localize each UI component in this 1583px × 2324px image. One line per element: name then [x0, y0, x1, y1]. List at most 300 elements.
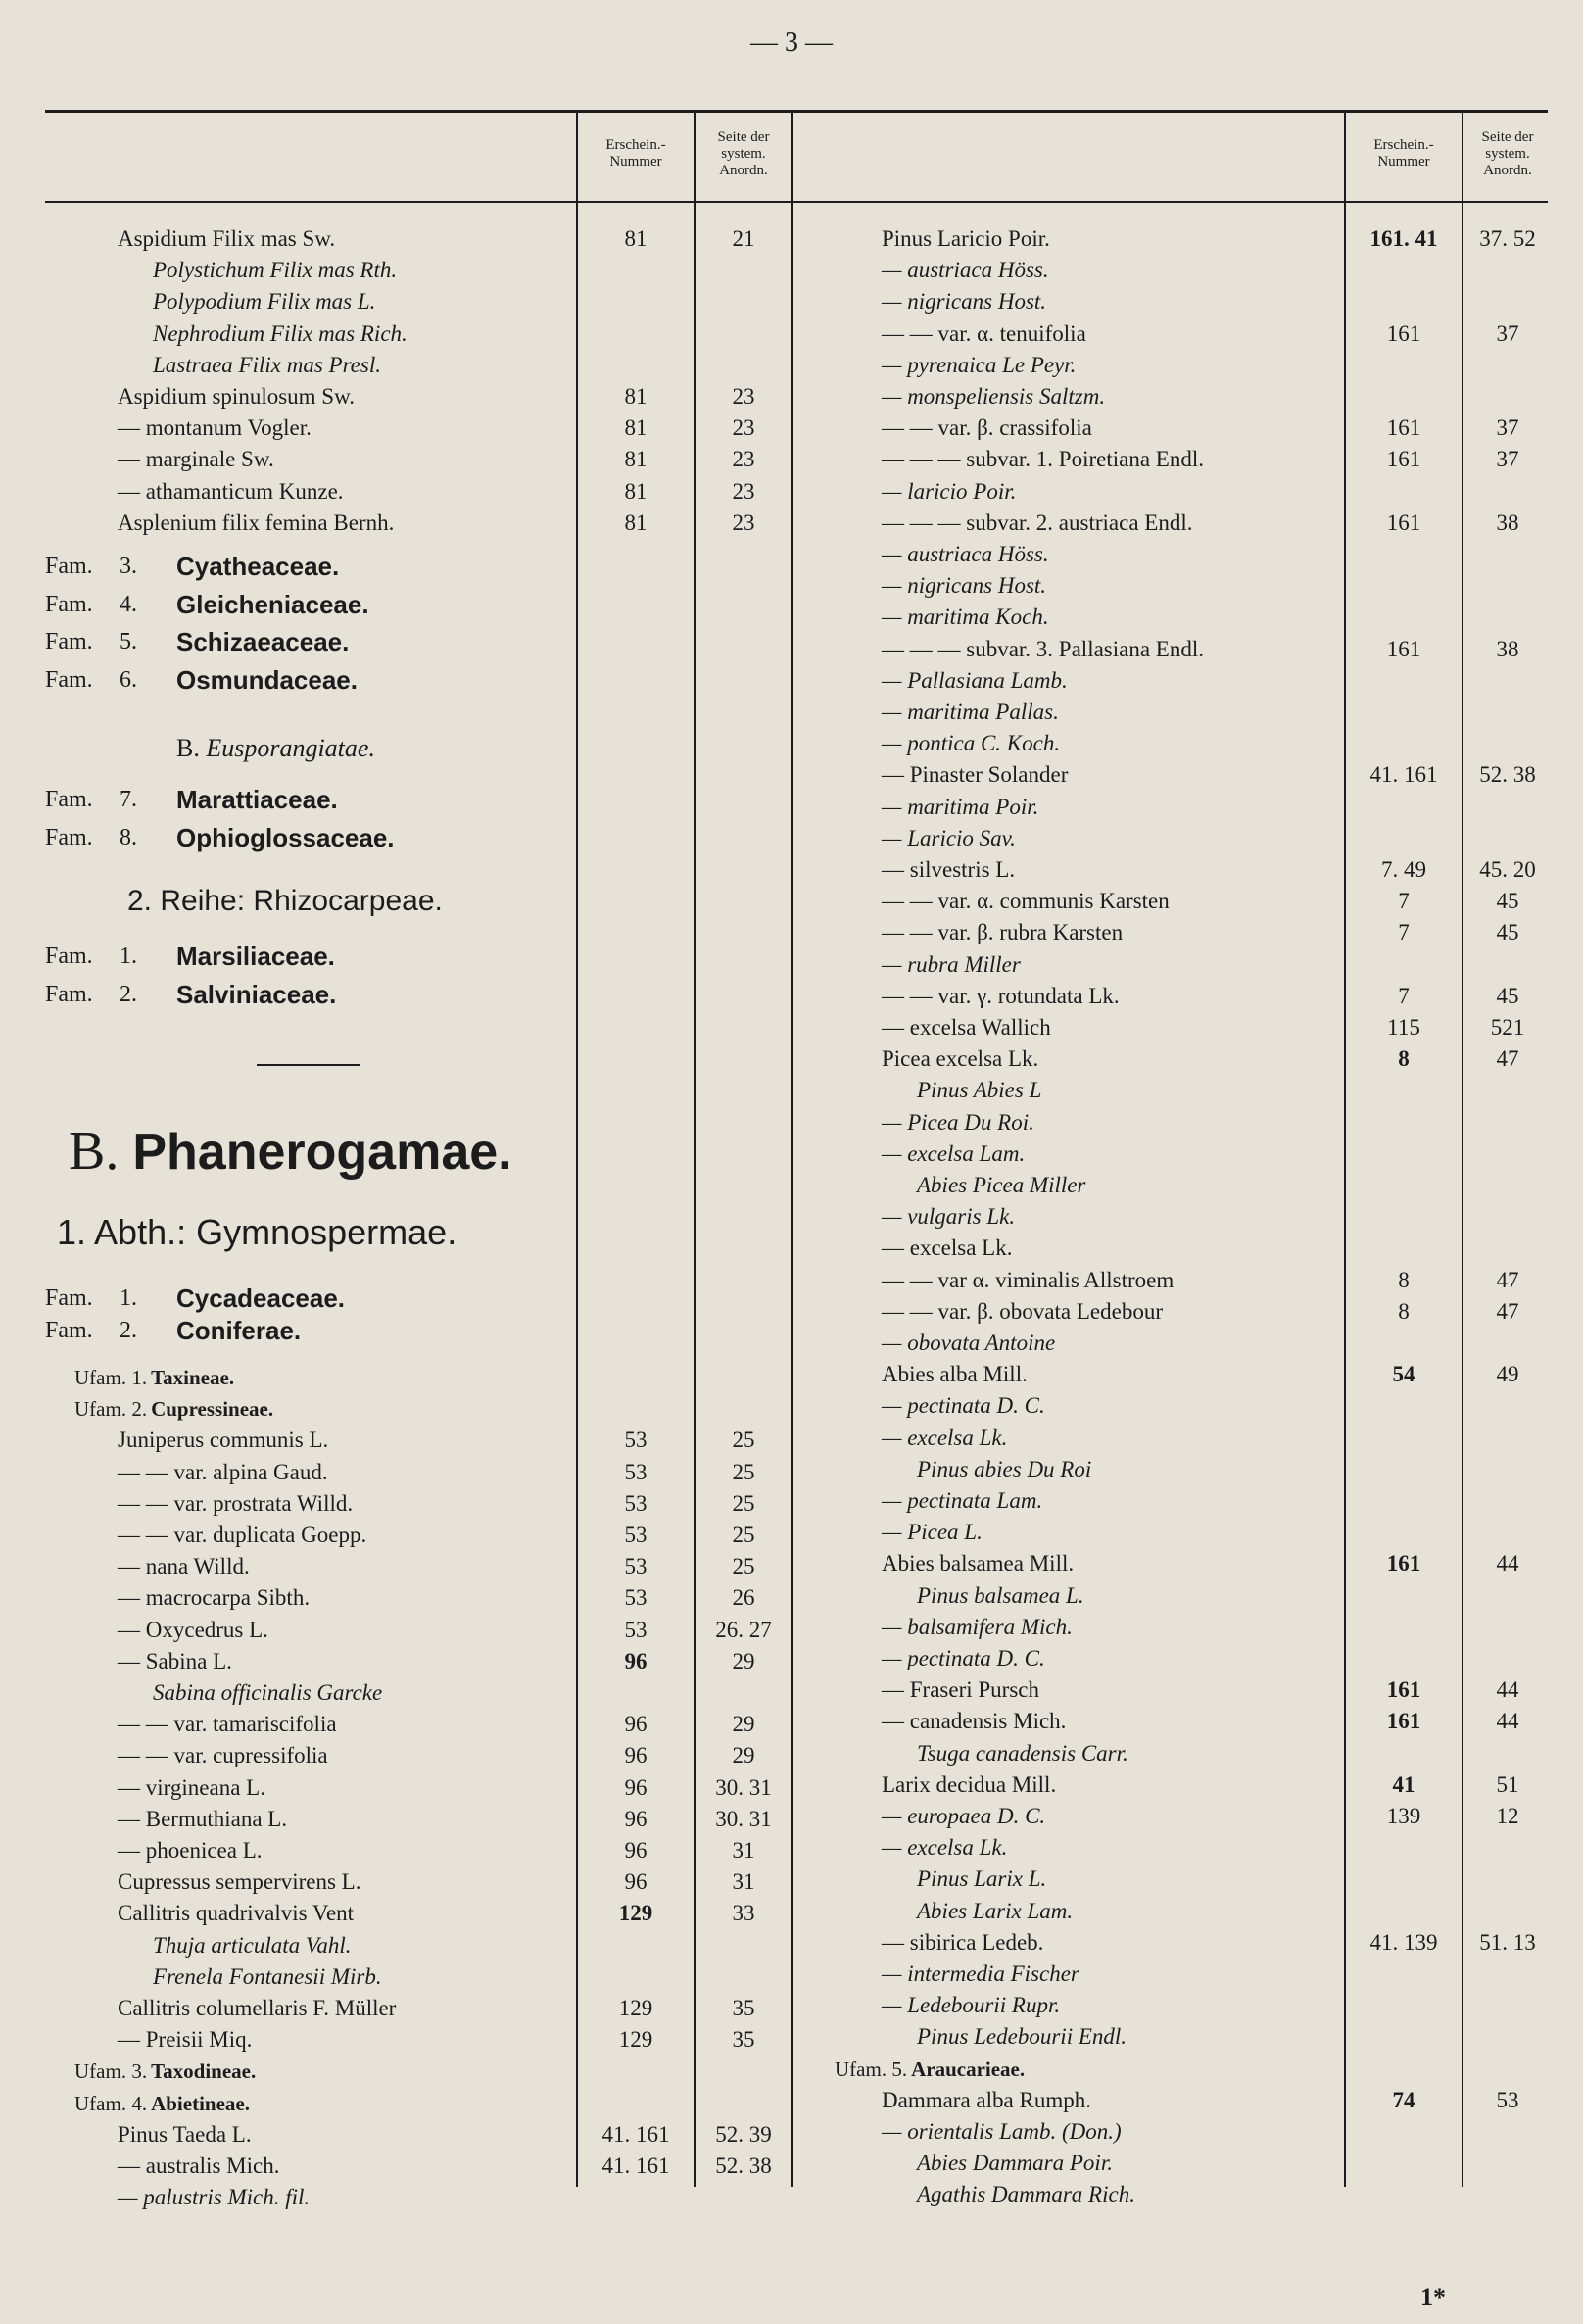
- seite-number: 35: [732, 1996, 755, 2020]
- erschein-number: 53: [624, 1523, 648, 1547]
- seite-number: 521: [1490, 1015, 1525, 1040]
- erschein-number: 74: [1392, 2087, 1415, 2112]
- seite-number: 47: [1496, 1046, 1519, 1072]
- species-name: Cupressus sempervirens L.: [118, 1869, 361, 1895]
- seite-number: 23: [732, 447, 755, 472]
- erschein-number: 129: [618, 1901, 653, 1926]
- entry-row: [118, 1488, 353, 1520]
- fam-number: 1.: [120, 1285, 137, 1311]
- erschein-number: 41: [1392, 1771, 1415, 1797]
- species-name: Aspidium spinulosum Sw.: [118, 384, 355, 409]
- entry-row: [882, 981, 1120, 1012]
- species-name: — Oxycedrus L.: [118, 1617, 268, 1642]
- entry-row: [118, 2151, 279, 2182]
- species-name: — athamanticum Kunze.: [118, 478, 344, 504]
- species-name: Pinus Laricio Poir.: [882, 226, 1050, 251]
- entry-row: [917, 1075, 1041, 1106]
- species-name: Juniperus communis L.: [118, 1428, 329, 1453]
- species-name: Polystichum Filix mas Rth.: [153, 258, 398, 283]
- species-name: — excelsa Wallich: [882, 1015, 1051, 1040]
- species-name: — excelsa Lam.: [882, 1140, 1026, 1166]
- erschein-number: 161. 41: [1369, 226, 1438, 251]
- species-name: Polypodium Filix mas L.: [153, 289, 376, 315]
- seite-number: 23: [732, 384, 755, 409]
- erschein-number: 53: [624, 1459, 648, 1484]
- seite-number: 51. 13: [1479, 1929, 1536, 1955]
- fam-number: 5.: [120, 629, 137, 654]
- entry-row: [882, 1517, 983, 1548]
- entry-row: [882, 318, 1086, 350]
- erschein-number: 96: [624, 1838, 648, 1863]
- subfamily-label: Ufam. 2.: [74, 1397, 148, 1422]
- species-name: — — var. β. rubra Karsten: [882, 920, 1124, 945]
- erschein-number: 7. 49: [1381, 857, 1426, 882]
- species-name: Agathis Dammara Rich.: [917, 2182, 1135, 2207]
- entry-row: [882, 2085, 1091, 2116]
- subfamily-name: Cupressineae.: [151, 1397, 274, 1422]
- species-name: — excelsa Lk.: [882, 1235, 1013, 1261]
- entry-row: [118, 508, 394, 539]
- entry-row: [917, 2179, 1135, 2210]
- species-name: — — var. duplicata Goepp.: [118, 1523, 367, 1547]
- entry-row: [882, 1138, 1025, 1170]
- erschein-number: 41. 161: [1369, 762, 1438, 788]
- fam-name: Schizaeaceae.: [176, 627, 350, 656]
- species-name: — Bermuthiana L.: [118, 1806, 288, 1831]
- seite-number: 30. 31: [715, 1806, 772, 1831]
- entry-row: [882, 949, 1021, 981]
- species-name: — maritima Koch.: [882, 605, 1049, 630]
- fam-name: Coniferae.: [176, 1316, 302, 1345]
- seite-number: 26. 27: [715, 1617, 772, 1642]
- entry-row: [882, 1201, 1015, 1233]
- entry-row: [118, 1772, 265, 1804]
- seite-number: 25: [732, 1459, 755, 1484]
- entry-row: [882, 570, 1046, 602]
- entry-row: [882, 444, 1204, 475]
- entry-row: [882, 602, 1049, 633]
- fam-name: Marattiaceae.: [176, 785, 338, 814]
- header-seite-right: Seite der system. Anordn.: [1481, 129, 1534, 178]
- fam-label: Fam.: [45, 554, 93, 579]
- erschein-number: 161: [1386, 509, 1421, 535]
- entry-row: [153, 350, 381, 381]
- entry-row: [118, 223, 335, 255]
- entry-row: [118, 2182, 310, 2213]
- erschein-number: 161: [1386, 1551, 1421, 1576]
- section-separator: [257, 1064, 360, 1066]
- erschein-number: 53: [624, 1617, 648, 1642]
- entry-row: [882, 823, 1016, 854]
- species-name: Abies balsamea Mill.: [882, 1551, 1075, 1576]
- species-name: — — var. γ. rotundata Lk.: [882, 983, 1120, 1008]
- species-name: — — var. alpina Gaud.: [118, 1459, 328, 1484]
- fam-name: Salviniaceae.: [176, 979, 337, 1009]
- species-name: — palustris Mich. fil.: [118, 2185, 311, 2210]
- entry-row: [882, 634, 1204, 665]
- entry-row: [118, 381, 355, 412]
- erschein-number: 81: [624, 384, 648, 409]
- species-name: Abies Larix Lam.: [917, 1898, 1074, 1923]
- species-name: — silvestris L.: [882, 857, 1016, 882]
- erschein-number: 53: [624, 1554, 648, 1579]
- seite-number: 45. 20: [1479, 857, 1536, 882]
- species-name: Callitris quadrivalvis Vent: [118, 1901, 355, 1926]
- seite-number: 25: [732, 1428, 755, 1453]
- fam-label: Fam.: [45, 824, 93, 850]
- fam-name: Ophioglossaceae.: [176, 822, 395, 852]
- entry-row: [882, 2116, 1122, 2148]
- species-name: — pyrenaica Le Peyr.: [882, 352, 1077, 377]
- erschein-number: 115: [1387, 1015, 1420, 1040]
- species-name: — Fraseri Pursch: [882, 1677, 1039, 1703]
- species-name: Tsuga canadensis Carr.: [917, 1740, 1128, 1766]
- fam-number: 1.: [120, 944, 137, 969]
- seite-number: 49: [1496, 1362, 1519, 1387]
- species-name: Callitris columellaris F. Müller: [118, 1996, 397, 2020]
- entry-row: [882, 508, 1192, 539]
- entry-row: [882, 1233, 1012, 1264]
- erschein-number: 81: [624, 415, 648, 441]
- entry-row: [882, 1990, 1060, 2021]
- subfamily-name: Taxineae.: [151, 1366, 235, 1389]
- species-name: Thuja articulata Vahl.: [153, 1932, 352, 1958]
- seite-number: 45: [1496, 983, 1519, 1008]
- species-name: Lastraea Filix mas Presl.: [153, 352, 381, 377]
- species-name: Abies Picea Miller: [917, 1173, 1086, 1197]
- entry-row: [882, 1801, 1045, 1832]
- fam-label: Fam.: [45, 629, 93, 654]
- fam-label: Fam.: [45, 1318, 93, 1343]
- entry-row: [118, 1993, 396, 2024]
- signature-mark: 1*: [1420, 2283, 1446, 2311]
- entry-row: [882, 1296, 1163, 1328]
- species-name: — — var. β. crassifolia: [882, 415, 1092, 441]
- species-name: — Laricio Sav.: [882, 825, 1016, 850]
- eusporangiatae-heading: B. Eusporangiatae.: [176, 734, 375, 762]
- entry-row: [917, 1580, 1084, 1612]
- entry-row: [118, 1582, 310, 1614]
- species-name: — pectinata Lam.: [882, 1488, 1043, 1513]
- species-name: — balsamifera Mich.: [882, 1614, 1073, 1639]
- entry-row: [118, 1866, 361, 1898]
- species-name: — sibirica Ledeb.: [882, 1929, 1044, 1955]
- entry-row: [882, 1706, 1066, 1737]
- entry-row: [882, 728, 1060, 759]
- entry-row: [882, 286, 1046, 317]
- species-name: — maritima Poir.: [882, 794, 1039, 819]
- entry-row: [882, 792, 1038, 823]
- entry-row: [917, 1864, 1046, 1895]
- seite-number: 37: [1496, 320, 1519, 346]
- col-divider-center: [792, 110, 793, 2187]
- erschein-number: 81: [624, 478, 648, 504]
- entry-row: [882, 759, 1068, 791]
- species-name: — — — subvar. 2. austriaca Endl.: [882, 509, 1193, 535]
- species-name: — — var. α. tenuifolia: [882, 320, 1086, 346]
- species-name: — — var. prostrata Willd.: [118, 1490, 354, 1516]
- top-rule: [45, 110, 1548, 113]
- entry-row: [882, 1674, 1039, 1706]
- seite-number: 29: [732, 1743, 755, 1768]
- entry-row: [74, 2056, 256, 2087]
- fam-number: 2.: [120, 1318, 137, 1343]
- header-erschein-right: Erschein.- Nummer: [1373, 137, 1434, 169]
- entry-row: [118, 1804, 287, 1835]
- entry-row: [118, 2024, 252, 2056]
- entry-row: [917, 1738, 1128, 1769]
- subfamily-name: Taxodineae.: [151, 2059, 257, 2084]
- seite-number: 26: [732, 1585, 755, 1611]
- entry-row: [118, 2119, 252, 2151]
- entry-row: [917, 2021, 1127, 2053]
- entry-row: [882, 539, 1049, 570]
- erschein-number: 81: [624, 509, 648, 535]
- entry-row: [882, 917, 1123, 948]
- entry-row: [118, 1709, 337, 1740]
- species-name: — orientalis Lamb. (Don.): [882, 2119, 1122, 2144]
- entry-row: [153, 255, 397, 286]
- fam-label: Fam.: [45, 666, 93, 693]
- seite-number: 37. 52: [1479, 226, 1536, 251]
- species-name: Nephrodium Filix mas Rich.: [153, 320, 408, 346]
- seite-number: 25: [732, 1554, 755, 1579]
- fam-name: Cyatheaceae.: [176, 552, 340, 581]
- seite-number: 45: [1496, 889, 1519, 914]
- erschein-number: 161: [1386, 636, 1421, 661]
- species-name: Abies Dammara Poir.: [917, 2151, 1113, 2176]
- species-name: — — var. tamariscifolia: [118, 1712, 337, 1737]
- fam-number: 7.: [120, 787, 137, 812]
- species-name: — Picea L.: [882, 1520, 983, 1545]
- entry-row: [118, 1646, 232, 1677]
- species-name: — pectinata D. C.: [882, 1646, 1045, 1670]
- erschein-number: 54: [1392, 1362, 1415, 1387]
- entry-row: [917, 1454, 1091, 1485]
- erschein-number: 161: [1386, 320, 1421, 346]
- species-name: — pontica C. Koch.: [882, 731, 1061, 756]
- entry-row: [882, 1012, 1051, 1043]
- erschein-number: 41. 161: [601, 2121, 670, 2147]
- fam-name: Cycadeaceae.: [176, 1283, 346, 1313]
- entry-row: [882, 1423, 1007, 1454]
- entry-row: [153, 1677, 382, 1709]
- species-name: Aspidium Filix mas Sw.: [118, 226, 336, 251]
- erschein-number: 161: [1386, 1709, 1421, 1734]
- species-name: — canadensis Mich.: [882, 1709, 1067, 1734]
- erschein-number: 8: [1398, 1046, 1410, 1072]
- species-name: — Pinaster Solander: [882, 762, 1069, 788]
- entry-row: [153, 318, 408, 350]
- entry-row: [917, 2148, 1113, 2179]
- subfamily-label: Ufam. 3.: [74, 2059, 148, 2084]
- header-seite-left: Seite der system. Anordn.: [717, 129, 770, 178]
- entry-row: [882, 1485, 1042, 1517]
- species-name: — europaea D. C.: [882, 1804, 1046, 1828]
- erschein-number: 7: [1398, 983, 1410, 1008]
- species-name: — — var. α. communis Karsten: [882, 889, 1170, 914]
- entry-row: [882, 476, 1016, 508]
- entry-row: [118, 1425, 328, 1456]
- entry-row: [882, 1959, 1079, 1990]
- seite-number: 47: [1496, 1267, 1519, 1292]
- erschein-number: 96: [624, 1774, 648, 1800]
- entry-row: [882, 255, 1049, 286]
- seite-number: 31: [732, 1838, 755, 1863]
- species-name: — rubra Miller: [882, 951, 1021, 977]
- species-name: — nigricans Host.: [882, 573, 1047, 599]
- erschein-number: 96: [624, 1648, 648, 1673]
- species-name: — nigricans Host.: [882, 289, 1047, 315]
- species-name: — — — subvar. 1. Poiretiana Endl.: [882, 447, 1204, 472]
- reihe-heading: 2. Reihe: Rhizocarpeae.: [127, 885, 443, 917]
- seite-number: 29: [732, 1712, 755, 1737]
- entry-row: [882, 1769, 1056, 1801]
- species-name: — — var α. viminalis Allstroem: [882, 1267, 1175, 1292]
- species-name: — Sabina L.: [118, 1648, 232, 1673]
- erschein-number: 7: [1398, 889, 1410, 914]
- entry-row: [835, 2054, 1025, 2085]
- seite-number: 25: [732, 1523, 755, 1547]
- seite-number: 23: [732, 415, 755, 441]
- entry-row: [882, 412, 1092, 444]
- abth-heading: 1. Abth.: Gymnospermae.: [57, 1212, 457, 1252]
- page-number: — 3 —: [750, 27, 833, 58]
- entry-row: [882, 223, 1050, 255]
- erschein-number: 96: [624, 1806, 648, 1831]
- entry-row: [882, 1359, 1028, 1390]
- seite-number: 52. 38: [1479, 762, 1536, 788]
- species-name: — — — subvar. 3. Pallasiana Endl.: [882, 636, 1204, 661]
- fam-number: 2.: [120, 981, 137, 1007]
- entry-row: [882, 1612, 1073, 1643]
- species-name: — montanum Vogler.: [118, 415, 312, 441]
- fam-number: 6.: [120, 666, 137, 693]
- fam-label: Fam.: [45, 787, 93, 812]
- entry-row: [882, 1927, 1043, 1959]
- entry-row: [153, 1961, 382, 1993]
- species-name: — — var. β. obovata Ledebour: [882, 1298, 1163, 1324]
- species-name: — vulgaris Lk.: [882, 1204, 1016, 1230]
- fam-label: Fam.: [45, 981, 93, 1007]
- entry-row: [882, 886, 1170, 917]
- species-name: — macrocarpa Sibth.: [118, 1585, 311, 1611]
- species-name: — obovata Antoine: [882, 1331, 1056, 1355]
- species-name: Pinus Abies L: [917, 1078, 1042, 1103]
- erschein-number: 81: [624, 447, 648, 472]
- fam-number: 3.: [120, 554, 137, 579]
- entry-row: [118, 476, 344, 508]
- erschein-number: 41. 139: [1369, 1929, 1438, 1955]
- erschein-number: 53: [624, 1490, 648, 1516]
- species-name: — excelsa Lk.: [882, 1835, 1008, 1861]
- entry-row: [882, 350, 1076, 381]
- entry-row: [882, 1107, 1034, 1138]
- entry-row: [882, 697, 1059, 728]
- erschein-number: 96: [624, 1743, 648, 1768]
- entry-row: [74, 2088, 250, 2119]
- species-name: — excelsa Lk.: [882, 1425, 1008, 1450]
- species-name: — marginale Sw.: [118, 447, 274, 472]
- erschein-number: 8: [1398, 1298, 1410, 1324]
- fam-label: Fam.: [45, 591, 93, 617]
- species-name: — maritima Pallas.: [882, 700, 1059, 724]
- seite-number: 52. 38: [715, 2154, 772, 2178]
- seite-number: 53: [1496, 2087, 1519, 2112]
- erschein-number: 139: [1386, 1804, 1421, 1828]
- seite-number: 47: [1496, 1298, 1519, 1324]
- subfamily-label: Ufam. 1.: [74, 1366, 148, 1389]
- fam-number: 8.: [120, 824, 137, 850]
- entry-row: [74, 1393, 273, 1425]
- species-name: — monspeliensis Saltzm.: [882, 384, 1106, 409]
- entry-row: [118, 412, 312, 444]
- species-name: — austriaca Höss.: [882, 542, 1049, 566]
- entry-row: [118, 1457, 328, 1488]
- species-name: Pinus abies Du Roi: [917, 1456, 1092, 1481]
- entry-row: [118, 1835, 263, 1866]
- species-name: Dammara alba Rumph.: [882, 2087, 1091, 2112]
- seite-number: 52. 39: [715, 2121, 772, 2147]
- seite-number: 33: [732, 1901, 755, 1926]
- subfamily-name: Abietineae.: [151, 2091, 250, 2115]
- header-rule: [45, 201, 1548, 203]
- entry-row: [153, 1930, 352, 1961]
- species-name: — austriaca Höss.: [882, 258, 1049, 283]
- seite-number: 29: [732, 1648, 755, 1673]
- species-name: Pinus Larix L.: [917, 1866, 1047, 1892]
- seite-number: 21: [732, 226, 755, 251]
- erschein-number: 7: [1398, 920, 1410, 945]
- seite-number: 51: [1496, 1771, 1519, 1797]
- species-name: — phoenicea L.: [118, 1838, 263, 1863]
- entry-row: [882, 1043, 1038, 1075]
- section-b-heading: B. Phanerogamae.: [69, 1121, 512, 1182]
- species-name: — — var. cupressifolia: [118, 1743, 328, 1768]
- entry-row: [917, 1896, 1073, 1927]
- species-name: Pinus Ledebourii Endl.: [917, 2024, 1127, 2050]
- entry-row: [882, 1643, 1045, 1674]
- erschein-number: 161: [1386, 1677, 1421, 1703]
- seite-number: 44: [1496, 1709, 1519, 1734]
- fam-label: Fam.: [45, 944, 93, 969]
- erschein-number: 41. 161: [601, 2154, 670, 2178]
- subfamily-label: Ufam. 5.: [835, 2057, 908, 2081]
- species-name: Frenela Fontanesii Mirb.: [153, 1963, 382, 1989]
- erschein-number: 96: [624, 1712, 648, 1737]
- seite-number: 30. 31: [715, 1774, 772, 1800]
- species-name: Pinus balsamea L.: [917, 1582, 1084, 1608]
- entry-row: [882, 854, 1015, 886]
- seite-number: 38: [1496, 509, 1519, 535]
- erschein-number: 129: [618, 2027, 653, 2053]
- species-name: Sabina officinalis Garcke: [153, 1680, 383, 1705]
- erschein-number: 96: [624, 1869, 648, 1895]
- entry-row: [882, 665, 1068, 697]
- seite-number: 44: [1496, 1551, 1519, 1576]
- seite-number: 25: [732, 1490, 755, 1516]
- subfamily-label: Ufam. 4.: [74, 2091, 148, 2115]
- erschein-number: 161: [1386, 415, 1421, 441]
- entry-row: [118, 1520, 366, 1551]
- seite-number: 23: [732, 478, 755, 504]
- seite-number: 37: [1496, 447, 1519, 472]
- species-name: — intermedia Fischer: [882, 1961, 1079, 1986]
- seite-number: 31: [732, 1869, 755, 1895]
- entry-row: [118, 1898, 354, 1929]
- entry-row: [882, 1265, 1174, 1296]
- entry-row: [917, 1170, 1085, 1201]
